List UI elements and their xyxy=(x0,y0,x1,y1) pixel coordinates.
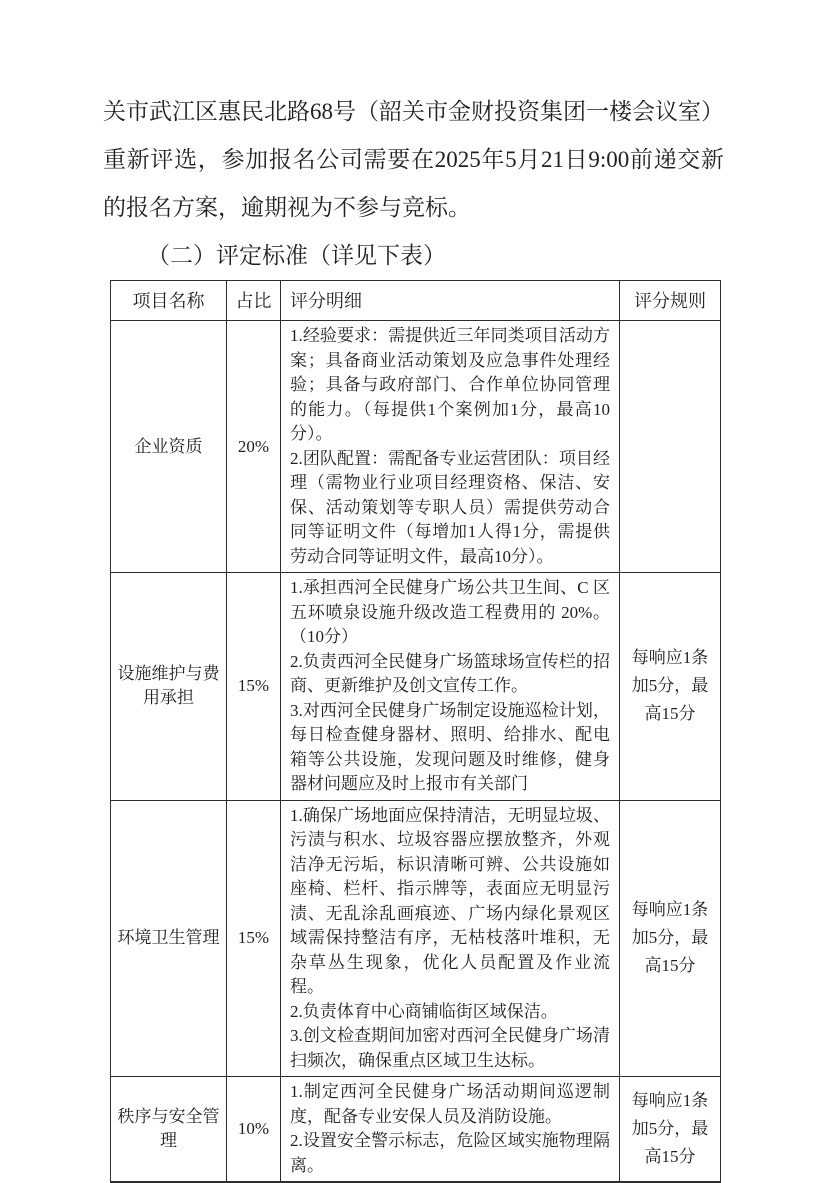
details-cell xyxy=(281,1077,620,1183)
weight-cell: 10% xyxy=(227,1077,281,1183)
detail-item: 2.负责西河全民健身广场篮球场宣传栏的招商、更新维护及创文宣传工作。 xyxy=(290,651,610,695)
col-header-score-detail: 评分明细 xyxy=(281,281,620,321)
details-cell xyxy=(281,573,620,801)
rule-cell xyxy=(620,321,721,573)
table-header-row xyxy=(111,281,721,321)
project-name-cell: 秩序与安全管理 xyxy=(111,1077,227,1183)
detail-item: 1.制定西河全民健身广场活动期间巡逻制度，配备专业安保人员及消防设施。 xyxy=(290,1082,610,1126)
table-row-facility-maintenance xyxy=(111,573,721,801)
details-cell xyxy=(281,800,620,1077)
table-row-qualification xyxy=(111,321,721,573)
detail-item: 1.经验要求：需提供近三年同类项目活动方案；具备商业活动策划及应急事件处理经验；具备与政府部门、合作单位协同管理的能力。（每提供1个案例加1分，最高10分）。 xyxy=(290,326,610,443)
details-cell xyxy=(281,321,620,573)
project-name-cell: 企业资质 xyxy=(111,321,227,573)
table-row-environment-hygiene xyxy=(111,800,721,1077)
weight-cell: 15% xyxy=(227,573,281,801)
detail-item: 2.设置安全警示标志，危险区域实施物理隔离。 xyxy=(290,1131,610,1175)
rule-cell: 每响应1条加5分，最高15分 xyxy=(620,1077,721,1183)
table-row-order-security xyxy=(111,1077,721,1183)
body-paragraph: 关市武江区惠民北路68号（韶关市金财投资集团一楼会议室）重新评选，参加报名公司需要在2025年5月21日9:00前递交新的报名方案，逾期视为不参与竞标。 xyxy=(103,99,724,220)
detail-item: 3.对西河全民健身广场制定设施巡检计划，每日检查健身器材、照明、给排水、配电箱等公共设施，发现问题及时维修，健身器材问题应及时上报市有关部门 xyxy=(290,700,610,793)
col-header-project-name: 项目名称 xyxy=(111,281,227,321)
document-page xyxy=(103,88,724,1183)
rule-cell: 每响应1条加5分，最高15分 xyxy=(620,573,721,801)
section-heading: （二）评定标准（详见下表） xyxy=(147,243,446,268)
project-name-cell: 环境卫生管理 xyxy=(111,800,227,1077)
evaluation-criteria-table xyxy=(110,280,721,1183)
weight-cell: 20% xyxy=(227,321,281,573)
col-header-weight: 占比 xyxy=(227,281,281,321)
project-name-cell: 设施维护与费用承担 xyxy=(111,573,227,801)
weight-cell: 15% xyxy=(227,800,281,1077)
detail-item: 1.确保广场地面应保持清洁，无明显垃圾、污渍与积水、垃圾容器应摆放整齐，外观洁净无污垢，标识清晰可辨、公共设施如座椅、栏杆、指示牌等，表面应无明显污渍、无乱涂乱画痕迹、广场内绿化景观区域需保持整洁有序，无枯枝落叶堆积，无杂草丛生现象，优化人员配置及作业流程。 xyxy=(290,805,610,996)
col-header-score-rule: 评分规则 xyxy=(620,281,721,321)
rule-cell: 每响应1条加5分，最高15分 xyxy=(620,800,721,1077)
detail-item: 2.团队配置：需配备专业运营团队：项目经理（需物业行业项目经理资格、保洁、安保、活动策划等专职人员）需提供劳动合同等证明文件（每增加1人得1分，需提供劳动合同等证明文件，最高10分）。 xyxy=(290,448,610,566)
detail-item: 3.创文检查期间加密对西河全民健身广场清扫频次，确保重点区域卫生达标。 xyxy=(290,1026,610,1070)
detail-item: 2.负责体育中心商铺临街区域保洁。 xyxy=(290,1001,558,1021)
detail-item: 1.承担西河全民健身广场公共卫生间、C 区五环喷泉设施升级改造工程费用的 20%。（10分） xyxy=(290,578,610,646)
